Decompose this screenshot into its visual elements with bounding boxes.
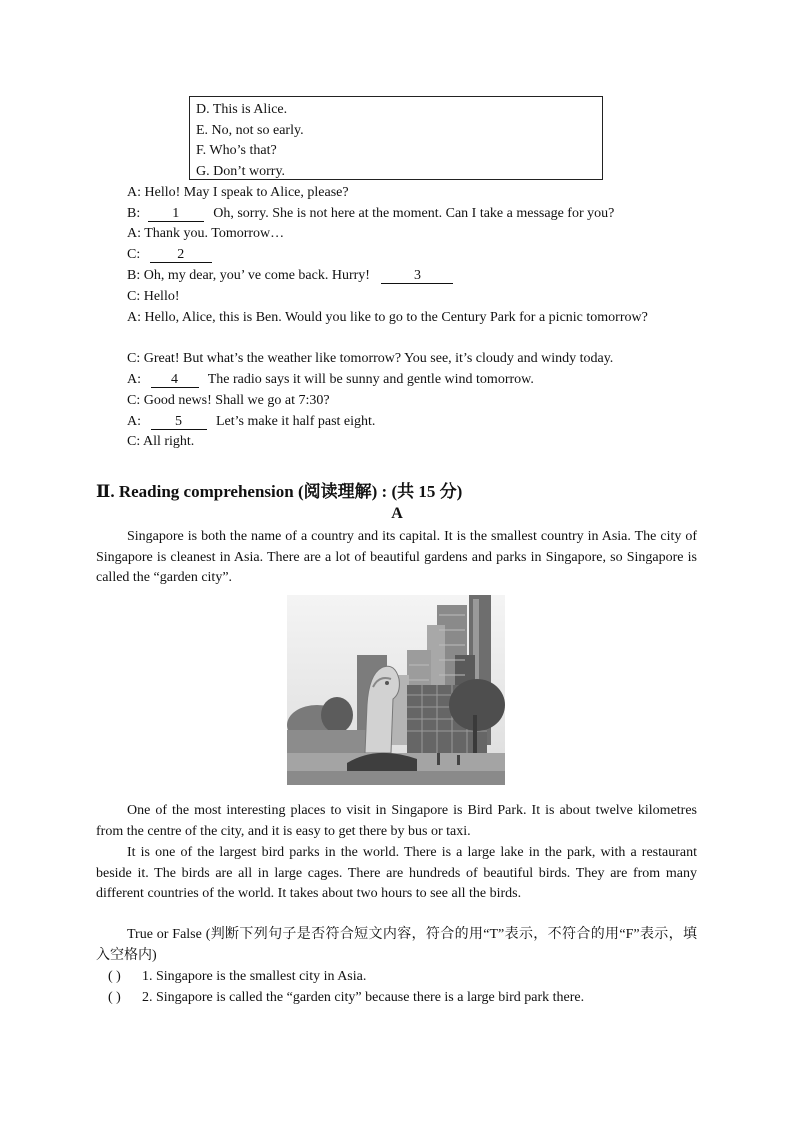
dialogue-line-11: C: All right. bbox=[127, 434, 195, 449]
instructions-paragraph: True or False (判断下列句子是否符合短文内容，符合的用“T”表示，不符合的用“F”表示，填入空格内) bbox=[96, 927, 697, 963]
option-e: E. No, not so early. bbox=[196, 122, 304, 138]
dialogue-line-3: A: Thank you. Tomorrow… bbox=[127, 226, 285, 241]
blank-1: 1 bbox=[148, 206, 204, 222]
answer-blank-1[interactable]: ( ) bbox=[108, 969, 121, 984]
blank-5: 5 bbox=[151, 414, 207, 430]
paragraph-1: Singapore is both the name of a country and its capital. It is the smallest country in Asia. The city of Singapore is cleanest in Asia. There are a lot of beautiful gardens and parks in Singapore, so Singapore is called the “garden city”. bbox=[96, 529, 697, 586]
question-1: ( ) 1. Singapore is the smallest city in Asia. bbox=[108, 967, 366, 987]
options-box bbox=[189, 96, 603, 180]
paragraph-2: One of the most interesting places to visit in Singapore is Bird Park. It is about twelve kilometres from the centre of the city, and it is easy to get there by bus or taxi. bbox=[96, 803, 697, 839]
question-2: ( ) 2. Singapore is called the “garden city” because there is a large bird park there. bbox=[108, 988, 584, 1008]
dialogue-line-10: A: 5 Let’s make it half past eight. bbox=[127, 414, 376, 429]
option-f: F. Who’s that? bbox=[196, 143, 277, 158]
dialogue-line-6: C: Hello! bbox=[127, 289, 180, 304]
dialogue-line-2: B: 1 Oh, sorry. She is not here at the moment. Can I take a message for you? bbox=[127, 206, 615, 221]
blank-2: 2 bbox=[150, 247, 212, 263]
dialogue-line-1: A: Hello! May I speak to Alice, please? bbox=[127, 185, 349, 200]
singapore-photo bbox=[287, 595, 505, 785]
paragraph-3: It is one of the largest bird parks in the world. There is a large lake in the park, with a restaurant beside it. The birds are all in large cages. There are hundreds of beautiful birds. They are from many different countries of the world. It takes about two hours to see all the birds. bbox=[96, 845, 697, 902]
passage-label: A bbox=[391, 505, 403, 522]
dialogue-line-4: C: 2 bbox=[127, 245, 212, 265]
option-d: D. This is Alice. bbox=[196, 102, 288, 117]
dialogue-line-9: C: Good news! Shall we go at 7:30? bbox=[127, 393, 330, 408]
option-g: G. Don’t worry. bbox=[196, 163, 286, 179]
dialogue-ben-line: A: Hello, Alice, this is Ben. Would you like to go to the Century Park for a picnic tomorrow? bbox=[127, 310, 648, 325]
answer-blank-2[interactable]: ( ) bbox=[108, 990, 121, 1005]
blank-4: 4 bbox=[151, 372, 199, 388]
dialogue-line-5: B: Oh, my dear, you’ ve come back. Hurry! 3 bbox=[127, 266, 453, 286]
blank-3: 3 bbox=[381, 268, 453, 284]
dialogue-line-7: C: Great! But what’s the weather like tomorrow? You see, it’s cloudy and windy today. bbox=[127, 351, 614, 366]
dialogue-line-8: A: 4 The radio says it will be sunny and gentle wind tomorrow. bbox=[127, 372, 534, 387]
section-heading: Ⅱ. Reading comprehension (阅读理解) : (共 15 分) bbox=[96, 482, 463, 501]
